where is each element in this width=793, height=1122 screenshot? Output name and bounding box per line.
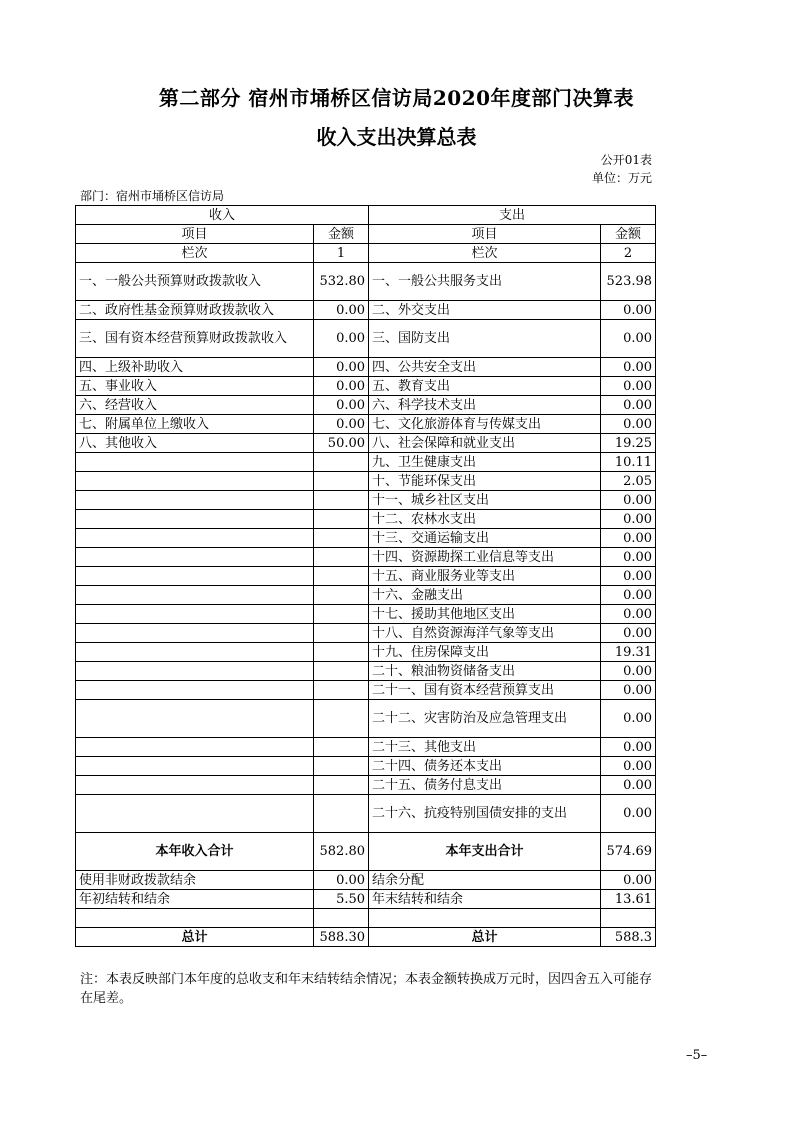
- expense-amount: 0.00: [601, 700, 656, 738]
- income-amount: 5.50: [314, 890, 369, 909]
- grand-total-label-income: 总计: [76, 928, 314, 947]
- expense-amount: 523.98: [601, 263, 656, 301]
- expense-amount: 0.00: [601, 358, 656, 377]
- income-item: 使用非财政拨款结余: [76, 871, 314, 890]
- income-item: 二、政府性基金预算财政拨款收入: [76, 301, 314, 320]
- income-amount: 532.80: [314, 263, 369, 301]
- income-item: [76, 700, 314, 738]
- expense-amount: 0.00: [601, 757, 656, 776]
- expense-amount: 0.00: [601, 776, 656, 795]
- annual-total-row: [76, 833, 656, 871]
- income-item: 八、其他收入: [76, 434, 314, 453]
- expense-item: [369, 909, 601, 928]
- income-amount: 0.00: [314, 396, 369, 415]
- income-amount: [314, 662, 369, 681]
- table-row: [76, 700, 656, 738]
- table-row: [76, 662, 656, 681]
- expense-item: 十八、自然资源海洋气象等支出: [369, 624, 601, 643]
- income-amount: 0.00: [314, 301, 369, 320]
- expense-amount: 0.00: [601, 795, 656, 833]
- income-amount: [314, 909, 369, 928]
- expense-amount: 0.00: [601, 605, 656, 624]
- expense-item: 五、教育支出: [369, 377, 601, 396]
- income-item: [76, 662, 314, 681]
- income-amount: [314, 738, 369, 757]
- expense-item: 二十六、抗疫特别国债安排的支出: [369, 795, 601, 833]
- income-amount: [314, 510, 369, 529]
- grand-total-row: [76, 928, 656, 947]
- footnote: 注：本表反映部门本年度的总收支和年末结转结余情况；本表金额转换成万元时，因四舍五入可能存在尾差。: [80, 972, 653, 1006]
- expense-amount: 0.00: [601, 320, 656, 358]
- expense-item: 十七、援助其他地区支出: [369, 605, 601, 624]
- income-item: [76, 681, 314, 700]
- expense-amount: 0.00: [601, 415, 656, 434]
- income-item: [76, 909, 314, 928]
- expense-amount: 19.31: [601, 643, 656, 662]
- income-item: [76, 757, 314, 776]
- table-title: 收入支出决算总表: [316, 125, 477, 149]
- income-item: 四、上级补助收入: [76, 358, 314, 377]
- income-amount: [314, 681, 369, 700]
- expense-item: 二十一、国有资本经营预算支出: [369, 681, 601, 700]
- table-row: [76, 529, 656, 548]
- income-item: [76, 605, 314, 624]
- expense-item: 年末结转和结余: [369, 890, 601, 909]
- expense-item: 二十二、灾害防治及应急管理支出: [369, 700, 601, 738]
- table-row: [76, 567, 656, 586]
- income-item: [76, 529, 314, 548]
- table-row: [76, 548, 656, 567]
- expense-col-number: 2: [601, 244, 656, 263]
- expense-item: 十四、资源勘探工业信息等支出: [369, 548, 601, 567]
- table-row: [76, 263, 656, 301]
- expense-item: 十、节能环保支出: [369, 472, 601, 491]
- income-amount: [314, 548, 369, 567]
- expense-item: 二十四、债务还本支出: [369, 757, 601, 776]
- expense-amount: 0.00: [601, 301, 656, 320]
- income-item: [76, 472, 314, 491]
- income-total-amount: 582.80: [314, 833, 369, 871]
- expense-item: 九、卫生健康支出: [369, 453, 601, 472]
- income-item: [76, 586, 314, 605]
- expense-item: 十二、农林水支出: [369, 510, 601, 529]
- income-item: [76, 738, 314, 757]
- table-row: [76, 681, 656, 700]
- expense-amount: 0.00: [601, 510, 656, 529]
- table-row: [76, 301, 656, 320]
- income-item: [76, 548, 314, 567]
- income-item: [76, 510, 314, 529]
- expense-item: 七、文化旅游体育与传媒支出: [369, 415, 601, 434]
- expense-amount: 0.00: [601, 529, 656, 548]
- grand-total-expense: 588.3: [601, 928, 656, 947]
- income-amount: [314, 643, 369, 662]
- income-amount: [314, 605, 369, 624]
- income-expense-table: [75, 205, 656, 947]
- expense-amount-header: 金额: [601, 225, 656, 244]
- table-row: [76, 795, 656, 833]
- income-amount: 0.00: [314, 415, 369, 434]
- page-number: –5–: [686, 1048, 708, 1063]
- column-header-row: [76, 225, 656, 244]
- income-header: 收入: [76, 206, 369, 225]
- expense-item: 十三、交通运输支出: [369, 529, 601, 548]
- expense-amount: 0.00: [601, 738, 656, 757]
- section-header-row: [76, 206, 656, 225]
- expense-total-label: 本年支出合计: [369, 833, 601, 871]
- income-total-label: 本年收入合计: [76, 833, 314, 871]
- table-row: [76, 909, 656, 928]
- table-row: [76, 434, 656, 453]
- table-row: [76, 472, 656, 491]
- expense-item: 二、外交支出: [369, 301, 601, 320]
- income-amount: 0.00: [314, 377, 369, 396]
- expense-item: 四、公共安全支出: [369, 358, 601, 377]
- income-amount: [314, 491, 369, 510]
- income-item: 六、经营收入: [76, 396, 314, 415]
- expense-item: 三、国防支出: [369, 320, 601, 358]
- department-label: 部门：宿州市埇桥区信访局: [80, 189, 225, 203]
- income-amount: 0.00: [314, 871, 369, 890]
- expense-item: 六、科学技术支出: [369, 396, 601, 415]
- expense-amount: 0.00: [601, 491, 656, 510]
- table-row: [76, 605, 656, 624]
- expense-item: 十五、商业服务业等支出: [369, 567, 601, 586]
- income-amount: 50.00: [314, 434, 369, 453]
- row-label-income: 栏次: [76, 244, 314, 263]
- income-item: [76, 624, 314, 643]
- income-item: [76, 643, 314, 662]
- document-title: 第二部分 宿州市埇桥区信访局2020年度部门决算表: [158, 86, 635, 110]
- table-row: [76, 776, 656, 795]
- expense-amount: 13.61: [601, 890, 656, 909]
- expense-amount: 0.00: [601, 662, 656, 681]
- expense-item: 二十、粮油物资储备支出: [369, 662, 601, 681]
- expense-item: 二十三、其他支出: [369, 738, 601, 757]
- expense-total-amount: 574.69: [601, 833, 656, 871]
- expense-item: 结余分配: [369, 871, 601, 890]
- table-row: [76, 453, 656, 472]
- table-row: [76, 643, 656, 662]
- form-number: 公开01表: [600, 153, 652, 167]
- income-item-header: 项目: [76, 225, 314, 244]
- grand-total-income: 588.30: [314, 928, 369, 947]
- expense-item: 十一、城乡社区支出: [369, 491, 601, 510]
- income-item: 五、事业收入: [76, 377, 314, 396]
- table-row: [76, 890, 656, 909]
- income-amount: [314, 567, 369, 586]
- income-amount: 0.00: [314, 358, 369, 377]
- table-row: [76, 415, 656, 434]
- expense-amount: 0.00: [601, 548, 656, 567]
- income-amount: [314, 700, 369, 738]
- income-amount: [314, 472, 369, 491]
- expense-item: 一、一般公共服务支出: [369, 263, 601, 301]
- expense-amount: 0.00: [601, 567, 656, 586]
- expense-item: 八、社会保障和就业支出: [369, 434, 601, 453]
- expense-amount: 2.05: [601, 472, 656, 491]
- expense-amount: 0.00: [601, 624, 656, 643]
- table-row: [76, 491, 656, 510]
- row-label-expense: 栏次: [369, 244, 601, 263]
- income-amount: [314, 453, 369, 472]
- expense-item-header: 项目: [369, 225, 601, 244]
- table-row: [76, 320, 656, 358]
- expense-amount: 0.00: [601, 377, 656, 396]
- income-amount: [314, 529, 369, 548]
- income-amount-header: 金额: [314, 225, 369, 244]
- income-item: [76, 491, 314, 510]
- expense-amount: 19.25: [601, 434, 656, 453]
- income-item: [76, 453, 314, 472]
- expense-amount: [601, 909, 656, 928]
- income-item: 七、附属单位上缴收入: [76, 415, 314, 434]
- income-amount: [314, 776, 369, 795]
- expense-amount: 0.00: [601, 871, 656, 890]
- grand-total-label-expense: 总计: [369, 928, 601, 947]
- income-amount: 0.00: [314, 320, 369, 358]
- unit-label: 单位：万元: [592, 171, 653, 185]
- table-row: [76, 871, 656, 890]
- income-item: [76, 567, 314, 586]
- expense-amount: 0.00: [601, 396, 656, 415]
- income-item: [76, 776, 314, 795]
- income-item: 年初结转和结余: [76, 890, 314, 909]
- expense-item: 十六、金融支出: [369, 586, 601, 605]
- table-row: [76, 396, 656, 415]
- expense-header: 支出: [369, 206, 656, 225]
- table-row: [76, 377, 656, 396]
- expense-amount: 0.00: [601, 586, 656, 605]
- expense-item: 十九、住房保障支出: [369, 643, 601, 662]
- table-row: [76, 358, 656, 377]
- income-amount: [314, 757, 369, 776]
- expense-amount: 0.00: [601, 681, 656, 700]
- income-amount: [314, 586, 369, 605]
- table-row: [76, 510, 656, 529]
- column-number-row: [76, 244, 656, 263]
- income-col-number: 1: [314, 244, 369, 263]
- table-row: [76, 586, 656, 605]
- income-amount: [314, 624, 369, 643]
- expense-amount: 10.11: [601, 453, 656, 472]
- expense-item: 二十五、债务付息支出: [369, 776, 601, 795]
- table-row: [76, 738, 656, 757]
- table-row: [76, 624, 656, 643]
- income-amount: [314, 795, 369, 833]
- income-item: [76, 795, 314, 833]
- income-item: 三、国有资本经营预算财政拨款收入: [76, 320, 314, 358]
- table-row: [76, 757, 656, 776]
- income-item: 一、一般公共预算财政拨款收入: [76, 263, 314, 301]
